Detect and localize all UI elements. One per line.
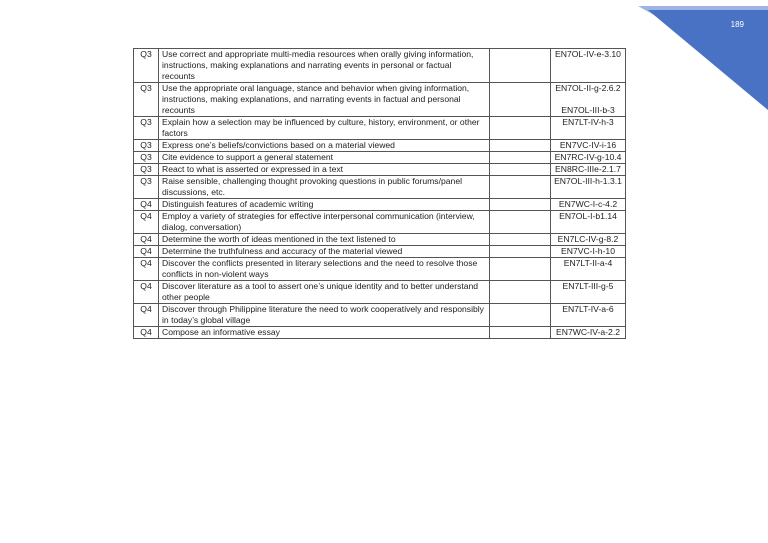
quarter-cell: Q3: [134, 83, 159, 117]
competency-cell: Explain how a selection may be influenced by culture, history, environment, or other factors: [159, 117, 490, 140]
quarter-cell: Q4: [134, 211, 159, 234]
empty-cell: [490, 176, 551, 199]
code-cell: EN7WC-I-c-4.2: [551, 199, 626, 211]
table-row: [134, 246, 626, 258]
corner-band-dark: [648, 10, 768, 110]
empty-cell: [490, 164, 551, 176]
code-cell: EN7LC-IV-g-8.2: [551, 234, 626, 246]
code-cell: EN8RC-IIIe-2.1.7: [551, 164, 626, 176]
code-cell: EN7VC-I-h-10: [551, 246, 626, 258]
code-cell: EN7OL-III-h-1.3.1: [551, 176, 626, 199]
empty-cell: [490, 281, 551, 304]
quarter-cell: Q3: [134, 49, 159, 83]
table-row: [134, 234, 626, 246]
competency-cell: Compose an informative essay: [159, 327, 490, 339]
table-row: [134, 140, 626, 152]
table-row: [134, 83, 626, 117]
code-cell: EN7LT-III-g-5: [551, 281, 626, 304]
competency-cell: Employ a variety of strategies for effective interpersonal communication (interview, dialog, conversation): [159, 211, 490, 234]
competency-cell: Use correct and appropriate multi-media resources when orally giving information, instructions, making explanations and narrating events in personal or factual recounts: [159, 49, 490, 83]
competency-cell: Distinguish features of academic writing: [159, 199, 490, 211]
code-cell: EN7WC-IV-a-2.2: [551, 327, 626, 339]
competency-cell: Determine the truthfulness and accuracy of the material viewed: [159, 246, 490, 258]
quarter-cell: Q3: [134, 140, 159, 152]
table-row: [134, 176, 626, 199]
competency-cell: Cite evidence to support a general statement: [159, 152, 490, 164]
quarter-cell: Q4: [134, 246, 159, 258]
table-row: [134, 199, 626, 211]
empty-cell: [490, 246, 551, 258]
empty-cell: [490, 304, 551, 327]
empty-cell: [490, 199, 551, 211]
empty-cell: [490, 152, 551, 164]
code-text: EN7OL-II-g-2.6.2: [555, 83, 621, 93]
empty-cell: [490, 140, 551, 152]
code-cell: EN7LT-IV-a-6: [551, 304, 626, 327]
competency-cell: React to what is asserted or expressed in a text: [159, 164, 490, 176]
competency-cell: Discover the conflicts presented in literary selections and the need to resolve those conflicts in non-violent ways: [159, 258, 490, 281]
empty-cell: [490, 117, 551, 140]
competency-cell: Discover literature as a tool to assert one’s unique identity and to better understand other people: [159, 281, 490, 304]
competency-cell: Discover through Philippine literature the need to work cooperatively and responsibly in today’s global village: [159, 304, 490, 327]
code-cell: EN7VC-IV-i-16: [551, 140, 626, 152]
code-cell: EN7OL-I-b1.14: [551, 211, 626, 234]
competency-cell: Determine the worth of ideas mentioned in the text listened to: [159, 234, 490, 246]
code-cell: EN7LT-II-a-4: [551, 258, 626, 281]
empty-cell: [490, 49, 551, 83]
table-row: [134, 117, 626, 140]
table-row: [134, 211, 626, 234]
table-row: [134, 327, 626, 339]
table-row: [134, 304, 626, 327]
quarter-cell: Q4: [134, 234, 159, 246]
quarter-cell: Q3: [134, 164, 159, 176]
code-text-secondary: EN7OL-III-b-3: [561, 105, 615, 115]
quarter-cell: Q3: [134, 152, 159, 164]
code-cell: EN7LT-IV-h-3: [551, 117, 626, 140]
empty-cell: [490, 211, 551, 234]
table-row: [134, 164, 626, 176]
quarter-cell: Q4: [134, 327, 159, 339]
code-cell: EN7OL-IV-e-3.10: [551, 49, 626, 83]
page-number: 189: [730, 20, 744, 29]
empty-cell: [490, 327, 551, 339]
corner-decoration: [638, 0, 768, 110]
competency-table: [133, 48, 626, 339]
quarter-cell: Q4: [134, 304, 159, 327]
table-row: [134, 281, 626, 304]
quarter-cell: Q3: [134, 176, 159, 199]
quarter-cell: Q4: [134, 199, 159, 211]
code-cell: [551, 83, 626, 117]
empty-cell: [490, 258, 551, 281]
competency-cell: Express one’s beliefs/convictions based on a material viewed: [159, 140, 490, 152]
code-cell: EN7RC-IV-g-10.4: [551, 152, 626, 164]
table-row: [134, 49, 626, 83]
quarter-cell: Q3: [134, 117, 159, 140]
quarter-cell: Q4: [134, 258, 159, 281]
competency-cell: Use the appropriate oral language, stance and behavior when giving information, instructions, making explanations, and narrating events in factual and personal recounts: [159, 83, 490, 117]
competency-cell: Raise sensible, challenging thought provoking questions in public forums/panel discussions, etc.: [159, 176, 490, 199]
empty-cell: [490, 83, 551, 117]
empty-cell: [490, 234, 551, 246]
table-row: [134, 152, 626, 164]
table-row: [134, 258, 626, 281]
quarter-cell: Q4: [134, 281, 159, 304]
